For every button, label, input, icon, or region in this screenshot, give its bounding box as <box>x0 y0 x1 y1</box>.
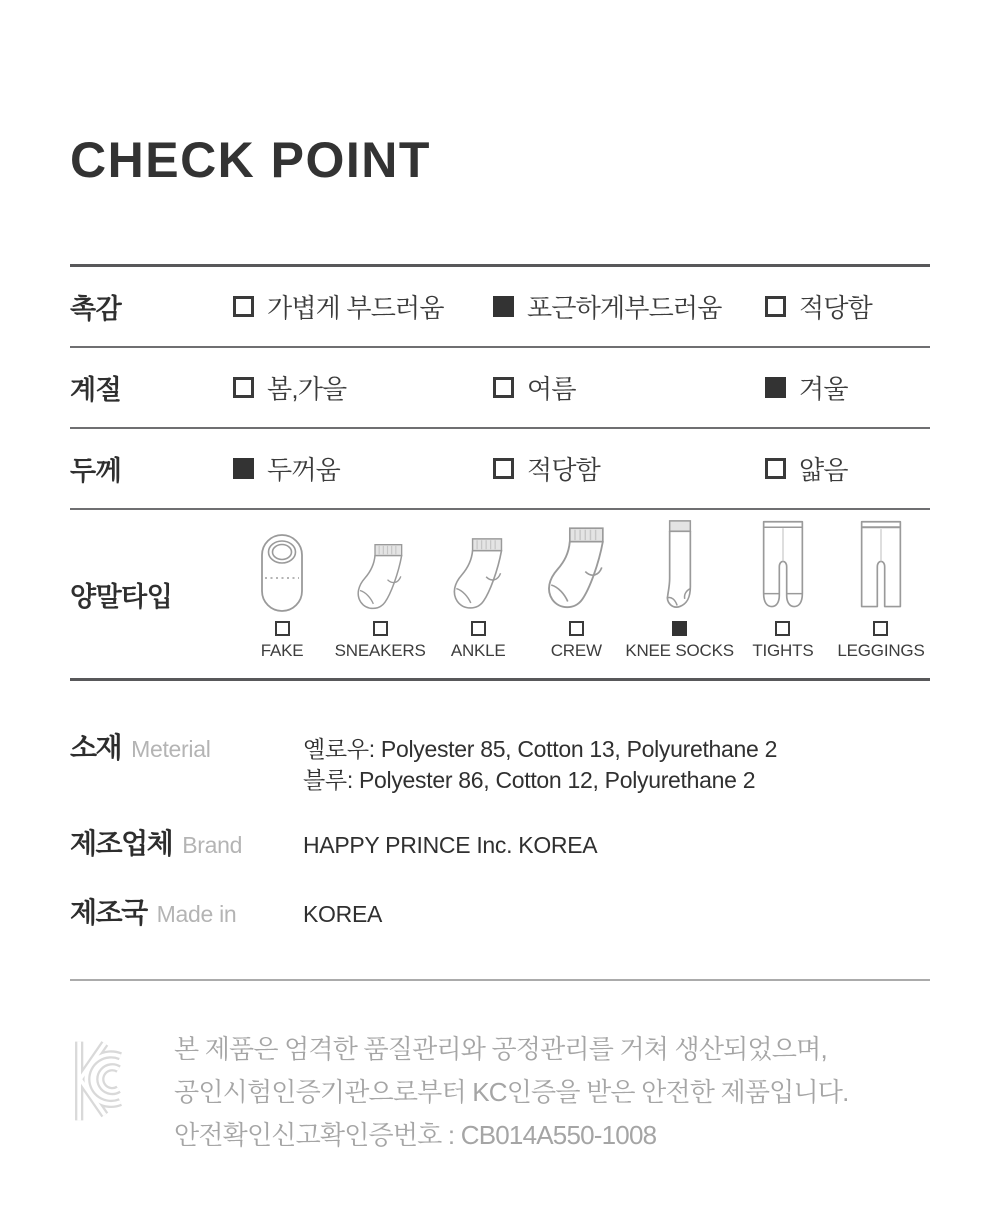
sock-type-label: KNEE SOCKS <box>625 641 734 660</box>
sock-type-sneakers <box>331 517 429 661</box>
row-label-thickness: 두께 <box>70 456 122 486</box>
option-label: 여름 <box>527 374 576 404</box>
cert-line-2: 공인시험인증기관으로부터 KC인증을 받은 안전한 제품입니다. <box>174 1077 849 1107</box>
checkbox-unchecked <box>775 621 790 636</box>
checkbox-unchecked <box>765 458 786 479</box>
sneakers-sock-icon <box>354 517 406 613</box>
made-in-label-en: Made in <box>156 901 237 927</box>
option-cell <box>765 450 930 487</box>
checkbox-unchecked <box>233 296 254 317</box>
brand-label <box>70 822 303 862</box>
sock-type-list <box>233 517 930 671</box>
checkbox-unchecked <box>471 621 486 636</box>
sock-type-label: LEGGINGS <box>837 641 925 660</box>
option-cell <box>493 288 765 325</box>
checkbox-unchecked <box>493 458 514 479</box>
sock-type-crew <box>527 517 625 661</box>
sock-type-tights <box>734 517 832 661</box>
fake-sock-icon <box>259 517 305 613</box>
spec-row-sock-type <box>70 510 930 678</box>
brand-value: HAPPY PRINCE Inc. KOREA <box>303 832 598 858</box>
option-label: 적당함 <box>799 293 872 323</box>
checkbox-unchecked <box>275 621 290 636</box>
sock-type-label: SNEAKERS <box>334 641 426 660</box>
cert-line-1: 본 제품은 엄격한 품질관리와 공정관리를 거쳐 생산되었으며, <box>174 1034 827 1064</box>
option-label: 두꺼움 <box>267 455 340 485</box>
material-label-ko: 소재 <box>70 732 122 763</box>
section-divider <box>70 979 930 981</box>
sock-type-label: CREW <box>550 641 602 660</box>
checkbox-unchecked <box>569 621 584 636</box>
option-label: 포근하게부드러움 <box>527 293 722 323</box>
option-label: 적당함 <box>527 455 600 485</box>
checkbox-unchecked <box>233 377 254 398</box>
option-cell <box>233 450 493 487</box>
option-label: 겨울 <box>799 374 848 404</box>
leggings-icon <box>857 517 905 613</box>
material-value <box>303 734 777 796</box>
checkbox-unchecked <box>373 621 388 636</box>
checkbox-checked <box>765 377 786 398</box>
sock-type-leggings <box>832 517 930 661</box>
checkbox-checked <box>233 458 254 479</box>
option-cell <box>233 369 493 406</box>
sock-type-label: TIGHTS <box>752 641 814 660</box>
material-label-en: Meterial <box>131 736 211 762</box>
knee-socks-icon <box>664 517 696 613</box>
material-row <box>70 726 930 796</box>
made-in-label-ko: 제조국 <box>70 897 147 928</box>
brand-label-en: Brand <box>182 832 243 858</box>
spec-row-thickness <box>70 429 930 510</box>
option-cell <box>765 369 930 406</box>
checkbox-unchecked <box>493 377 514 398</box>
made-in-row <box>70 891 930 931</box>
brand-row <box>70 822 930 862</box>
product-info-section <box>70 726 930 931</box>
kc-certification-text <box>174 1028 849 1157</box>
material-line-yellow: 옐로우: Polyester 85, Cotton 13, Polyurethane 2 <box>303 736 778 762</box>
option-label: 얇음 <box>799 455 848 485</box>
spec-row-season <box>70 348 930 429</box>
material-line-blue: 블루: Polyester 86, Cotton 12, Polyurethane 2 <box>303 767 756 793</box>
option-cell <box>233 288 493 325</box>
option-cell <box>765 288 930 325</box>
sock-type-label: FAKE <box>260 641 304 660</box>
page-title: CHECK POINT <box>70 132 431 188</box>
kc-certification-section <box>70 1028 930 1157</box>
kc-certification-mark-icon <box>70 1033 136 1157</box>
made-in-label <box>70 891 303 931</box>
option-label: 봄,가을 <box>267 374 347 404</box>
row-label-season: 계절 <box>70 375 122 405</box>
sock-type-fake <box>233 517 331 661</box>
made-in-value: KOREA <box>303 901 383 927</box>
sock-type-label: ANKLE <box>450 641 506 660</box>
spec-table <box>70 264 930 681</box>
sock-type-knee-socks <box>625 517 734 661</box>
checkbox-unchecked <box>873 621 888 636</box>
checkbox-checked <box>672 621 687 636</box>
option-cell <box>493 369 765 406</box>
spec-row-texture <box>70 267 930 348</box>
option-cell <box>493 450 765 487</box>
ankle-sock-icon <box>450 517 506 613</box>
row-label-sock-type: 양말타입 <box>70 581 173 612</box>
cert-line-3: 안전확인신고확인증번호 : CB014A550-1008 <box>174 1120 657 1150</box>
tights-icon <box>759 517 807 613</box>
checkbox-checked <box>493 296 514 317</box>
brand-label-ko: 제조업체 <box>70 828 173 859</box>
option-label: 가볍게 부드러움 <box>267 293 444 323</box>
sock-type-ankle <box>429 517 527 661</box>
checkbox-unchecked <box>765 296 786 317</box>
row-label-texture: 촉감 <box>70 294 122 324</box>
crew-sock-icon <box>544 517 608 613</box>
material-label <box>70 726 303 766</box>
